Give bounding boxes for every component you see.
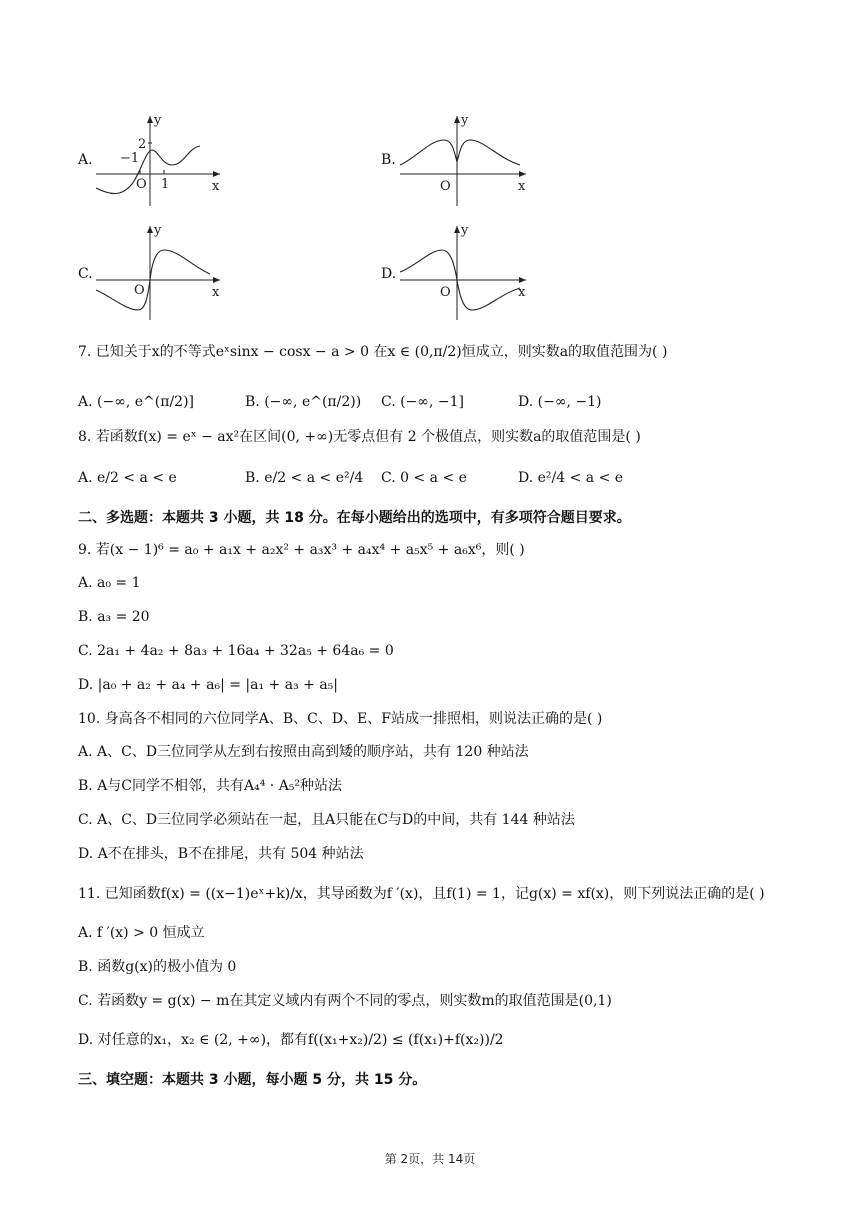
graph-c-x-axis-label: x: [212, 285, 220, 300]
q8-option-b: B. e/2 < a < e²/4: [245, 470, 364, 486]
q7-option-b: B. (−∞, e^(π/2)): [245, 394, 362, 410]
graph-a-label: A.: [78, 152, 93, 168]
q9-option-b: B. a₃ = 20: [78, 609, 150, 625]
graph-a-tick-neg-x: −1: [120, 151, 140, 166]
q9-option-a: A. a₀ = 1: [78, 575, 141, 591]
graph-c-origin: O: [134, 283, 145, 298]
graph-b-x-axis-label: x: [518, 179, 526, 194]
graph-a-x-axis-label: x: [212, 179, 220, 194]
q7-option-c: C. (−∞, −1]: [381, 394, 464, 410]
graph-a-tick-y: 2: [138, 137, 147, 152]
q10-option-a: A. A、C、D三位同学从左到右按照由高到矮的顺序站，共有 120 种站法: [78, 744, 529, 760]
q11-option-a: A. f ′(x) > 0 恒成立: [78, 925, 205, 941]
graph-d-x-axis-label: x: [518, 285, 526, 300]
q9-option-d: D. |a₀ + a₂ + a₄ + a₆| = |a₁ + a₃ + a₅|: [78, 677, 338, 693]
graph-a-tick-x: 1: [161, 177, 170, 192]
graph-d: [396, 222, 536, 322]
graph-c-y-axis-label: y: [154, 223, 162, 238]
q11-option-d: D. 对任意的x₁，x₂ ∈ (2, +∞)，都有f((x₁+x₂)/2) ≤ (f(x₁)+f(x₂))/2: [78, 1032, 504, 1048]
graph-a-origin: O: [136, 177, 147, 192]
q9-stem: 9. 若(x − 1)⁶ = a₀ + a₁x + a₂x² + a₃x³ + a₄x⁴ + a₅x⁵ + a₆x⁶，则( ): [78, 542, 525, 558]
q10-option-c: C. A、C、D三位同学必须站在一起，且A只能在C与D的中间，共有 144 种站法: [78, 812, 575, 828]
graph-c: [92, 222, 232, 322]
q8-option-d: D. e²/4 < a < e: [518, 470, 624, 486]
q8-option-a: A. e/2 < a < e: [78, 470, 177, 486]
graph-b: [396, 110, 536, 210]
graph-a: [92, 110, 232, 210]
graph-b-y-axis-label: y: [461, 113, 469, 128]
graph-d-y-axis-label: y: [461, 223, 469, 238]
q10-option-b: B. A与C同学不相邻，共有A₄⁴ · A₅²种站法: [78, 778, 343, 794]
graph-d-origin: O: [440, 285, 451, 300]
q10-stem: 10. 身高各不相同的六位同学A、B、C、D、E、F站成一排照相，则说法正确的是( ): [78, 711, 603, 727]
q8-stem: 8. 若函数f(x) = eˣ − ax²在区间(0, +∞)无零点但有 2 个极值点，则实数a的取值范围是( ): [78, 429, 641, 445]
q7-stem: 7. 已知关于x的不等式eˣsinx − cosx − a > 0 在x ∈ (0,π/2)恒成立，则实数a的取值范围为( ): [78, 344, 668, 360]
q11-option-c: C. 若函数y = g(x) − m在其定义域内有两个不同的零点，则实数m的取值范围是(0,1): [78, 993, 612, 1009]
q8-option-c: C. 0 < a < e: [381, 470, 467, 486]
graph-b-label: B.: [381, 152, 396, 168]
graph-b-origin: O: [440, 179, 451, 194]
q9-option-c: C. 2a₁ + 4a₂ + 8a₃ + 16a₄ + 32a₅ + 64a₆ = 0: [78, 643, 394, 659]
section-3-heading: 三、填空题：本题共 3 小题，每小题 5 分，共 15 分。: [78, 1072, 427, 1088]
section-2-heading: 二、多选题：本题共 3 小题，共 18 分。在每小题给出的选项中，有多项符合题目要求。: [78, 510, 631, 526]
q11-option-b: B. 函数g(x)的极小值为 0: [78, 959, 237, 975]
page-footer: 第 2页，共 14页: [384, 1152, 476, 1166]
q11-stem: 11. 已知函数f(x) = ((x−1)eˣ+k)/x，其导函数为f ′(x)，且f(1) = 1，记g(x) = xf(x)，则下列说法正确的是( ): [78, 886, 765, 902]
graph-a-y-axis-label: y: [154, 113, 162, 128]
graph-c-label: C.: [78, 266, 93, 282]
q7-option-d: D. (−∞, −1): [518, 394, 602, 410]
q10-option-d: D. A不在排头，B不在排尾，共有 504 种站法: [78, 846, 364, 862]
q7-option-a: A. (−∞, e^(π/2)]: [78, 394, 194, 410]
graph-d-label: D.: [381, 266, 397, 282]
